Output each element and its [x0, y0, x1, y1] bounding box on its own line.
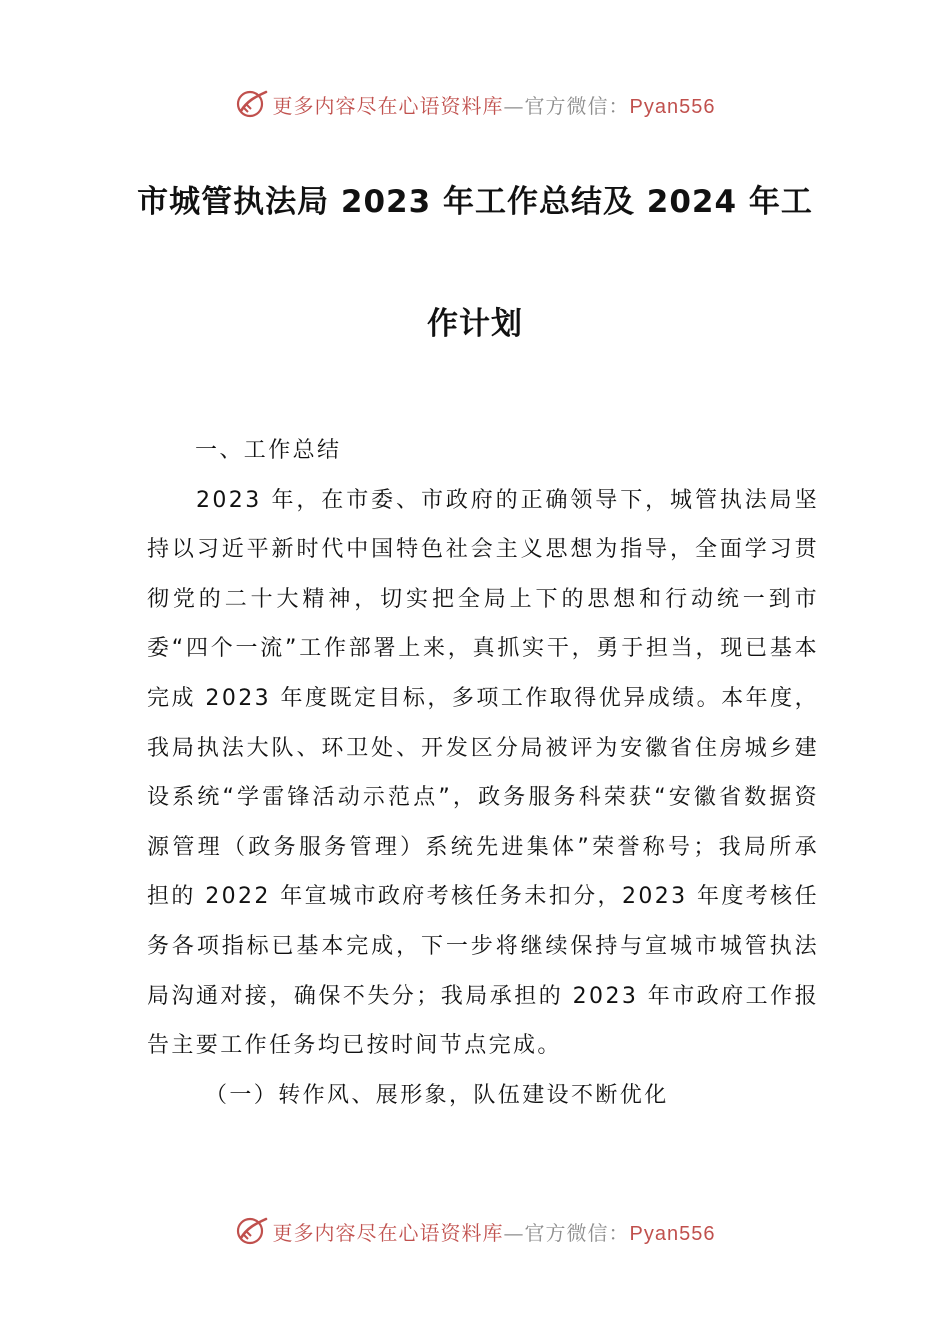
banner-wechat-id: Pyan556 [629, 95, 716, 118]
banner-main-text: 更多内容尽在心语资料库 [272, 1220, 504, 1245]
section-heading: 一、工作总结 [195, 438, 342, 463]
body-paragraph: 2023 年，在市委、市政府的正确领导下，城管执法局坚持以习近平新时代中国特色社会主义思想为指导，全面学习贯彻党的二十大精神，切实把全局上下的思想和行动统一到市委“四个一流”工作部署上来，真抓实干，勇于担当，现已基本完成 2023 年度既定目标，多项工作取得优异成绩。本年度，我局执法大队、环卫处、开发区分局被评为安徽省住房城乡建设系统“学雷锋活动示范点”，政务服务科荣获“安徽省数据资源管理（政务服务管理）系统先进集体”荣誉称号；我局所承担的 2022 年宣城市政府考核任务未扣分，2023 年度考核任务各项指标已基本完成，下一步将继续保持与宣城市城管执法局沟通对接，确保不失分；我局承担的 2023 年市政府工作报告主要工作任务均已按时间节点完成。 [147, 487, 819, 1059]
document-body [147, 426, 819, 1120]
banner-separator-text: —官方微信： [503, 93, 630, 118]
document-title-line-2: 作计划 [427, 306, 523, 342]
document-title-line-1: 市城管执法局 2023 年工作总结及 2024 年工 [137, 184, 813, 220]
footer-banner [0, 1211, 950, 1251]
pen-logo-icon [235, 1214, 269, 1248]
pen-logo-icon [235, 87, 269, 121]
banner-separator-text: —官方微信： [503, 1220, 630, 1245]
banner-main-text: 更多内容尽在心语资料库 [272, 93, 504, 118]
banner-wechat-id: Pyan556 [629, 1222, 716, 1245]
subsection-heading: （一）转作风、展形象，队伍建设不断优化 [205, 1082, 669, 1108]
header-banner [0, 84, 950, 124]
